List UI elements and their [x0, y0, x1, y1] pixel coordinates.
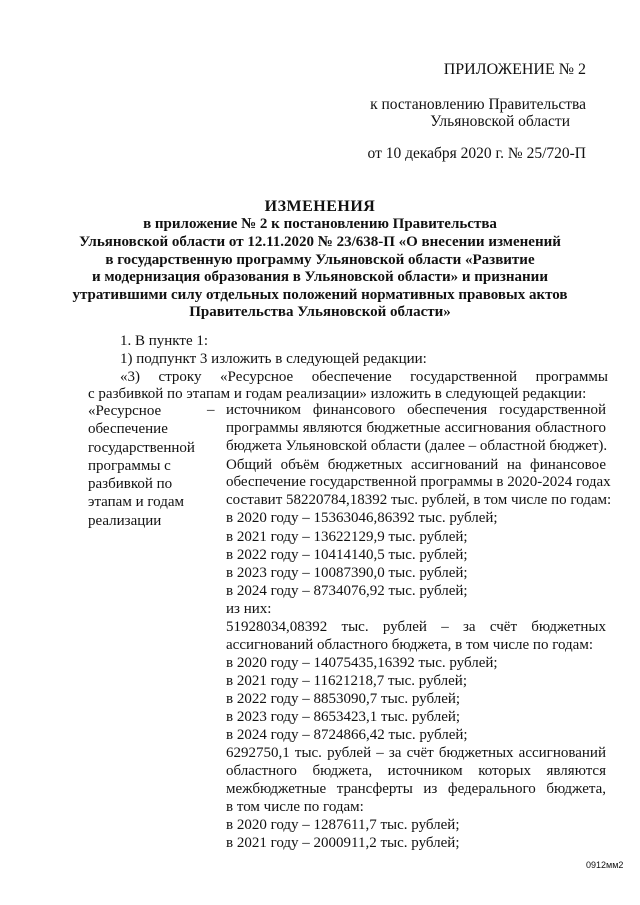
row-label-line: обеспечение: [88, 421, 168, 438]
value-line: в 2020 году – 15363046,86392 тыс. рублей;: [226, 510, 498, 526]
value-line: в том числе по годам:: [226, 799, 364, 815]
subitem-1: 1) подпункт 3 изложить в следующей редакции:: [120, 351, 427, 367]
value-line: программы являются бюджетные ассигнования областного: [226, 420, 606, 436]
value-line: в 2023 году – 10087390,0 тыс. рублей;: [226, 565, 468, 581]
row-label-line: разбивкой по: [88, 476, 173, 493]
value-line: в 2020 году – 14075435,16392 тыс. рублей;: [226, 655, 498, 671]
value-line: ассигнований областного бюджета, в том числе по годам:: [226, 637, 593, 653]
value-line: обеспечение государственной программы в 2020-2024 годах: [226, 474, 611, 490]
title-line: утратившими силу отдельных положений нормативных правовых актов: [72, 287, 568, 303]
region-name: Ульяновской области: [430, 113, 570, 130]
value-line: в 2021 году – 11621218,7 тыс. рублей;: [226, 673, 467, 689]
footer-code: 0912мм2: [586, 860, 624, 870]
value-line: в 2021 году – 13622129,9 тыс. рублей;: [226, 529, 468, 545]
row-label-line: «Ресурсное: [88, 403, 162, 419]
value-line: в 2023 году – 8653423,1 тыс. рублей;: [226, 709, 461, 725]
quote-continuation: с разбивкой по этапам и годам реализации» изложить в следующей редакции:: [88, 386, 587, 402]
value-line: 6292750,1 тыс. рублей – за счёт бюджетных ассигнований: [226, 745, 606, 761]
value-line: 51928034,08392 тыс. рублей – за счёт бюджетных: [226, 619, 606, 635]
value-line: в 2024 году – 8734076,92 тыс. рублей;: [226, 583, 468, 599]
value-line: в 2022 году – 10414140,5 тыс. рублей;: [226, 547, 468, 563]
title-line: Правительства Ульяновской области»: [189, 304, 451, 320]
title-line: Ульяновской области от 12.11.2020 № 23/638-П «О внесении изменений: [79, 234, 561, 250]
document-title: ИЗМЕНЕНИЯ: [264, 198, 376, 215]
row-label-line: государственной: [88, 439, 195, 456]
value-line: в 2022 году – 8853090,7 тыс. рублей;: [226, 691, 461, 707]
title-line: в приложение № 2 к постановлению Правительства: [143, 216, 497, 232]
appendix-label: ПРИЛОЖЕНИЕ № 2: [443, 61, 586, 78]
row-label-line: реализации: [88, 512, 162, 529]
title-line: в государственную программу Ульяновской области «Развитие: [105, 252, 535, 268]
value-line: составит 58220784,18392 тыс. рублей, в том числе по годам:: [226, 492, 612, 508]
resolution-reference: к постановлению Правительства: [370, 96, 586, 113]
value-line: в 2021 году – 2000911,2 тыс. рублей;: [226, 835, 460, 851]
value-line: межбюджетные трансферты из федерального бюджета,: [226, 781, 606, 797]
row-label-line: этапам и годам: [88, 494, 184, 511]
value-line: источником финансового обеспечения государственной: [226, 402, 606, 418]
resolution-date-number: от 10 декабря 2020 г. № 25/720-П: [367, 145, 586, 162]
value-line: бюджета Ульяновской области (далее – областной бюджет).: [226, 438, 608, 454]
title-line: и модернизация образования в Ульяновской области» и признании: [92, 269, 548, 285]
row-label-column: [88, 402, 218, 530]
value-line: областного бюджета, источником которых являются: [226, 763, 606, 779]
value-line: из них:: [226, 601, 272, 617]
value-line: Общий объём бюджетных ассигнований на финансовое: [226, 457, 606, 473]
dash-separator: –: [207, 402, 215, 418]
quote-start: «3) строку «Ресурсное обеспечение государственной программы: [120, 369, 608, 385]
value-line: в 2020 году – 1287611,7 тыс. рублей;: [226, 817, 460, 833]
row-label-line: программы с: [88, 457, 171, 474]
value-line: в 2024 году – 8724866,42 тыс. рублей;: [226, 727, 468, 743]
item-1: 1. В пункте 1:: [120, 333, 209, 349]
